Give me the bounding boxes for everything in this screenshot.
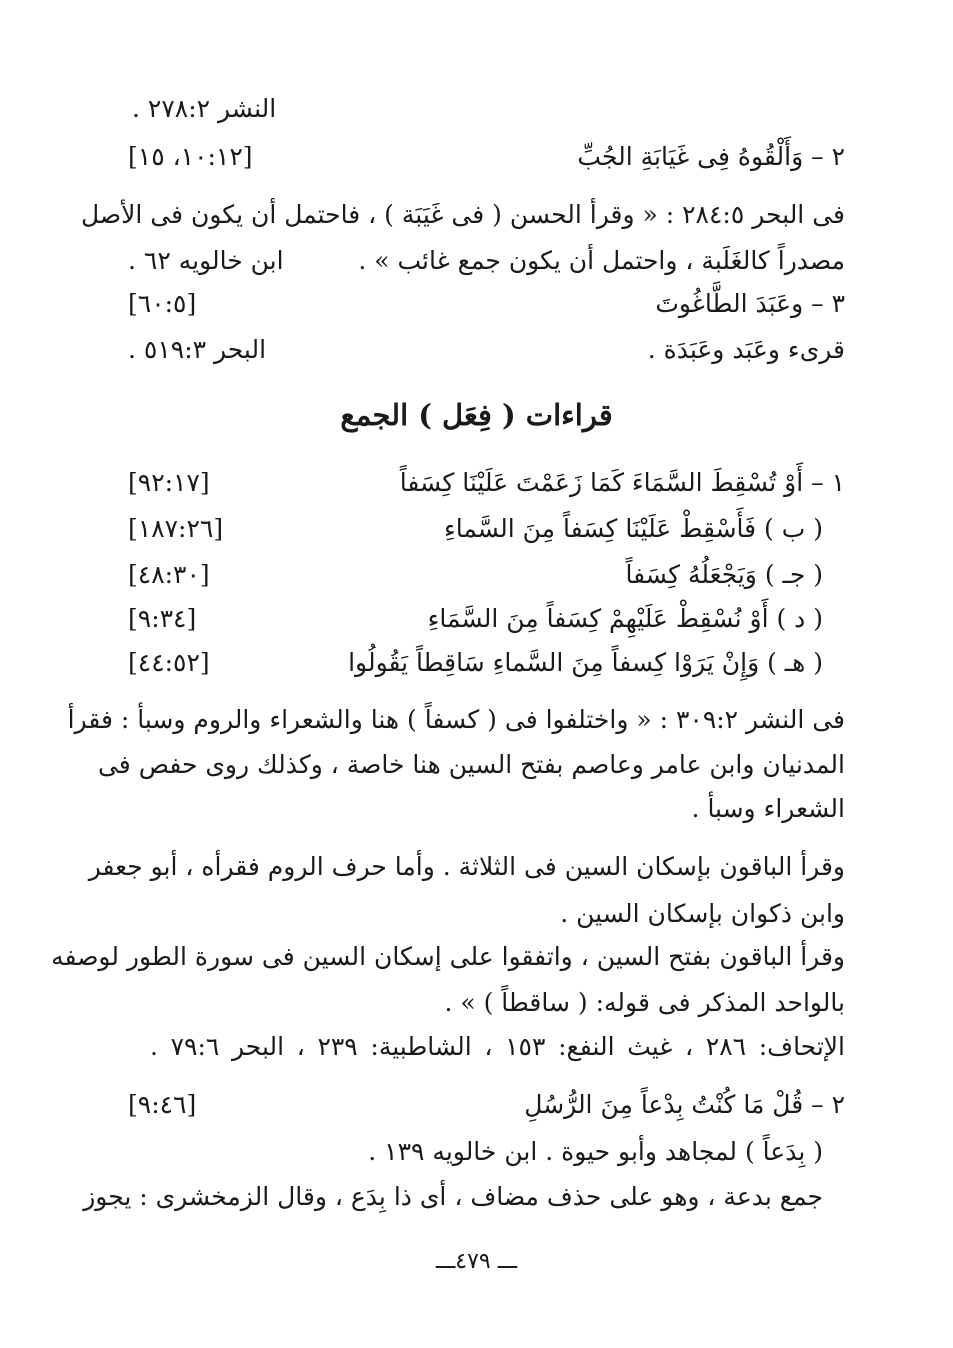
- verse-1e-ref: [٤٤:٥٢]: [128, 648, 210, 677]
- verse-2-text: ٢ – وَأَلْقُوهُ فِى غَيَابَةِ الجُبِّ: [577, 142, 845, 171]
- verse-1-text: ١ – أَوْ تُسْقِطَ السَّمَاءَ كَمَا زَعَمْتَ عَلَيْنَا كِسَفاً: [399, 468, 845, 497]
- commentary-line: وقرأ الباقون بفتح السين ، واتفقوا على إسكان السين فى سورة الطور لوصفه: [51, 942, 845, 971]
- verse-3-text: ٣ – وعَبَدَ الطَّاغُوتَ: [655, 289, 845, 318]
- section-heading: قراءات ( فِعَل ) الجمع: [340, 398, 613, 432]
- citation-bahr: البحر ٥١٩:٣ .: [128, 335, 267, 364]
- commentary-line: جمع بدعة ، وهو على حذف مضاف ، أى ذا بِدَع ، وقال الزمخشرى : يجوز: [83, 1182, 823, 1211]
- commentary-line: قرىء وعَبَد وعَبَدَة .: [647, 335, 845, 364]
- citation-khalawayh: ابن خالويه ٦٢ .: [128, 246, 284, 275]
- verse-2b-text: ٢ – قُلْ مَا كُنْتُ بِدْعاً مِنَ الرُّسُلِ: [524, 1090, 845, 1119]
- commentary-line: وابن ذكوان بإسكان السين .: [560, 899, 845, 928]
- commentary-line: المدنيان وابن عامر وعاصم بفتح السين هنا خاصة ، وكذلك روى حفص فى: [97, 750, 845, 779]
- commentary-line: بالواحد المذكر فى قوله: ( ساقطاً ) » .: [444, 988, 845, 1017]
- verse-3-ref: [٦٠:٥]: [128, 289, 197, 318]
- verse-2-ref: [١٠:١٢، ١٥]: [128, 142, 253, 171]
- verse-1d-ref: [٩:٣٤]: [128, 604, 197, 633]
- verse-1d-text: ( د ) أَوْ نُسْقِطْ عَلَيْهِمْ كِسَفاً مِنَ السَّمَاءِ: [427, 604, 823, 633]
- references-line: الإتحاف: ٢٨٦ ، غيث النفع: ١٥٣ ، الشاطبية: ٢٣٩ ، البحر ٧٩:٦ .: [150, 1032, 845, 1061]
- verse-2b-ref: [٩:٤٦]: [128, 1090, 197, 1119]
- commentary-line: فى النشر ٣٠٩:٢ : « واختلفوا فى ( كسفاً ) هنا والشعراء والروم وسبأ : فقرأ: [67, 705, 845, 734]
- verse-1c-ref: [٤٨:٣٠]: [128, 560, 210, 589]
- verse-1e-text: ( هـ ) وَإِنْ يَرَوْا كِسفاً مِنَ السَّماءِ سَاقِطاً يَقُولُوا: [348, 648, 823, 677]
- verse-1b-text: ( ب ) فَأَسْقِطْ عَلَيْنَا كِسَفاً مِنَ السَّماءِ: [443, 514, 823, 543]
- citation-nashr: النشر ٢٧٨:٢ .: [132, 94, 277, 123]
- commentary-line: الشعراء وسبأ .: [691, 794, 845, 823]
- verse-1-ref: [٩٢:١٧]: [128, 468, 210, 497]
- commentary-line: ( بِدَعاً ) لمجاهد وأبو حيوة . ابن خالويه ١٣٩ .: [368, 1137, 823, 1166]
- verse-1b-ref: [١٨٧:٢٦]: [128, 514, 224, 543]
- page-number: ـــ ٤٧٩ـــ: [435, 1249, 518, 1274]
- commentary-line: وقرأ الباقون بإسكان السين فى الثلاثة . وأما حرف الروم فقرأه ، أبو جعفر: [88, 852, 845, 881]
- commentary-line: فى البحر ٢٨٤:٥ : « وقرأ الحسن ( فى غَيَبَة ) ، فاحتمل أن يكون فى الأصل: [80, 200, 845, 229]
- commentary-line: مصدراً كالغَلَبة ، واحتمل أن يكون جمع غائب » .: [358, 246, 845, 275]
- verse-1c-text: ( جـ ) وَيَجْعَلُهُ كِسَفاً: [625, 560, 823, 589]
